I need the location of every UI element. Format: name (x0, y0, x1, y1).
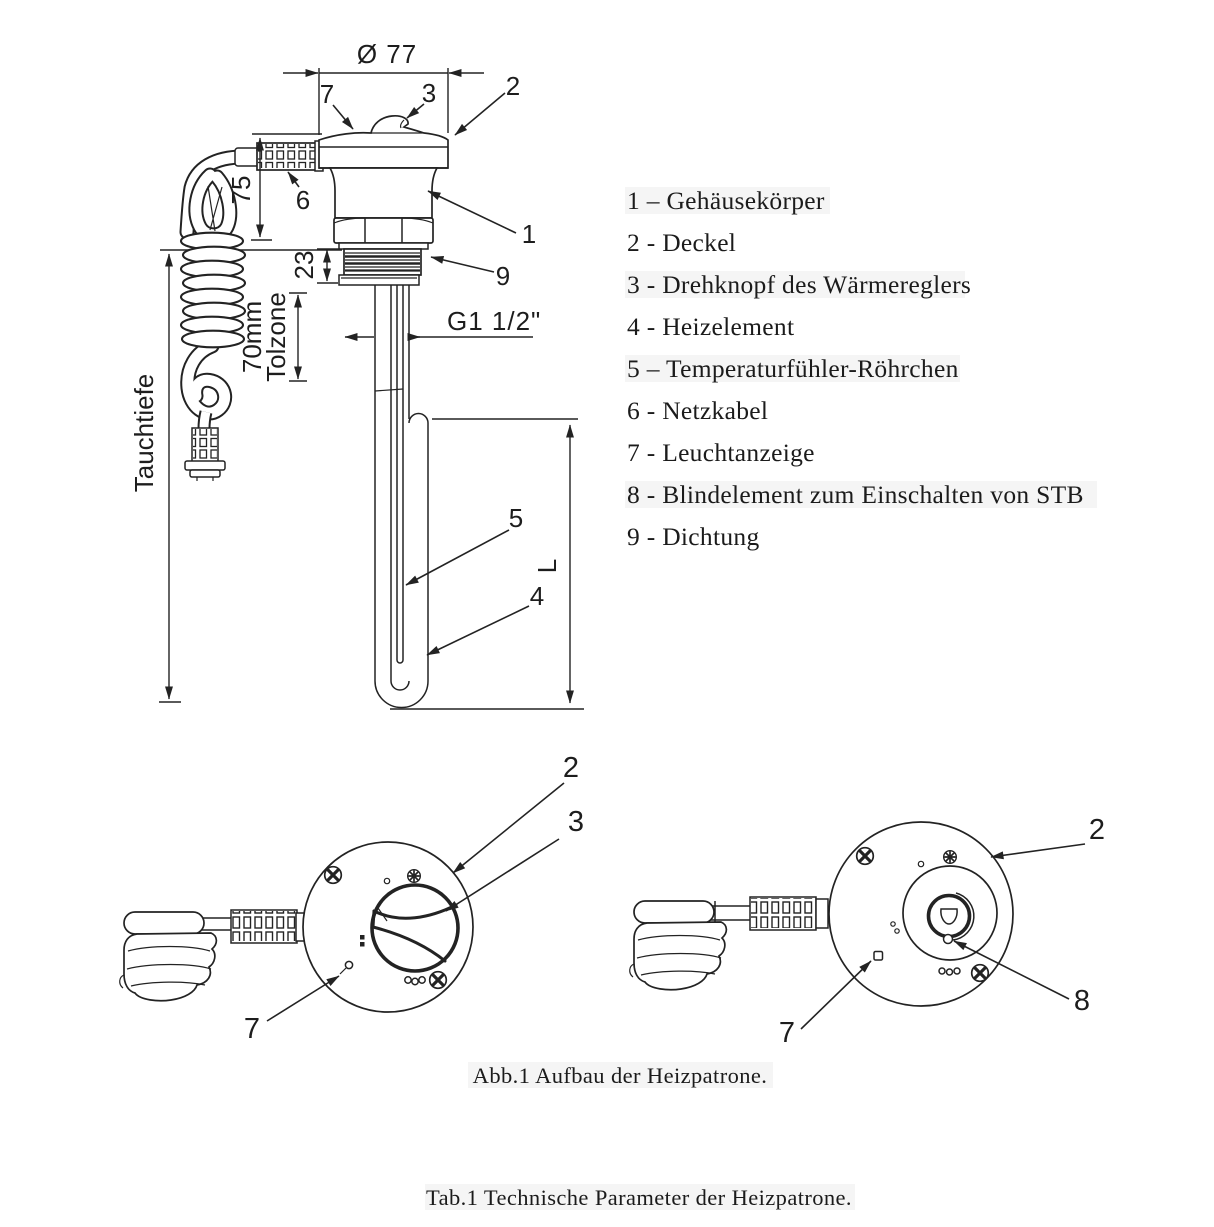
dim-23-label: 23 (289, 250, 319, 280)
plug-side-view (120, 912, 217, 1001)
callout-2-label: 2 (562, 752, 580, 784)
dim-deadzone-label: Tolzone (261, 292, 291, 382)
max-temp-icon (408, 870, 421, 883)
callout-1-label: 1 (521, 219, 537, 249)
callout-6-label: 6 (295, 185, 311, 215)
dim-length-label: L (532, 558, 562, 574)
callout-4-label: 4 (529, 581, 545, 611)
callout-5-label: 5 (508, 503, 524, 533)
dim-deadzone-value: 70mm (237, 300, 267, 374)
cable-plug (185, 428, 225, 481)
screw-icon (325, 867, 342, 884)
callout-2-label: 2 (1088, 814, 1106, 846)
callout-2-label: 2 (505, 71, 521, 101)
screw-icon (857, 848, 874, 865)
dim-thread-size-label: G1 1/2" (447, 306, 542, 336)
callout-3-label: 3 (567, 806, 585, 838)
bottom-view-with-knob (120, 752, 584, 1045)
legend-item-4: 4 - Heizelement (627, 312, 795, 341)
dim-75-label: 75 (226, 175, 256, 205)
screw-icon (972, 965, 989, 982)
indicator-light (874, 952, 883, 961)
power-cable-drawing (181, 157, 245, 481)
legend-item-5: 5 – Temperaturfühler-Röhrchen (627, 354, 959, 383)
screw-icon (430, 972, 447, 989)
housing-head (319, 116, 448, 285)
legend-item-8: 8 - Blindelement zum Einschalten von STB (627, 480, 1084, 509)
callout-7-label: 7 (243, 1013, 261, 1045)
callout-3-label: 3 (421, 78, 437, 108)
dim-immersion-label: Tauchtiefe (129, 373, 159, 493)
figure-caption: Abb.1 Aufbau der Heizpatrone. (472, 1063, 768, 1088)
max-temp-icon (944, 851, 957, 864)
legend-list (625, 186, 1097, 551)
table-caption: Tab.1 Technische Parameter der Heizpatrone. (426, 1185, 852, 1210)
callout-9-label: 9 (495, 261, 511, 291)
main-side-view (129, 39, 584, 709)
callout-7-label: 7 (778, 1017, 796, 1049)
bottom-view-with-blind-element (630, 814, 1105, 1049)
element-tubes (375, 280, 584, 709)
cable-gland (235, 141, 323, 171)
callout-7-label: 7 (319, 79, 335, 109)
legend-item-9: 9 - Dichtung (627, 522, 760, 551)
dim-diameter-label: Ø 77 (356, 39, 418, 69)
legend-item-7: 7 - Leuchtanzeige (627, 438, 815, 467)
thermostat-knob (372, 885, 458, 971)
legend-item-2: 2 - Deckel (627, 228, 737, 257)
legend-item-1: 1 – Gehäusekörper (627, 186, 825, 215)
plug-side-view (630, 901, 727, 990)
callout-8-label: 8 (1073, 985, 1091, 1017)
legend-item-3: 3 - Drehknopf des Wärmereglers (627, 270, 972, 299)
legend-item-6: 6 - Netzkabel (627, 396, 769, 425)
indicator-light (345, 961, 352, 968)
